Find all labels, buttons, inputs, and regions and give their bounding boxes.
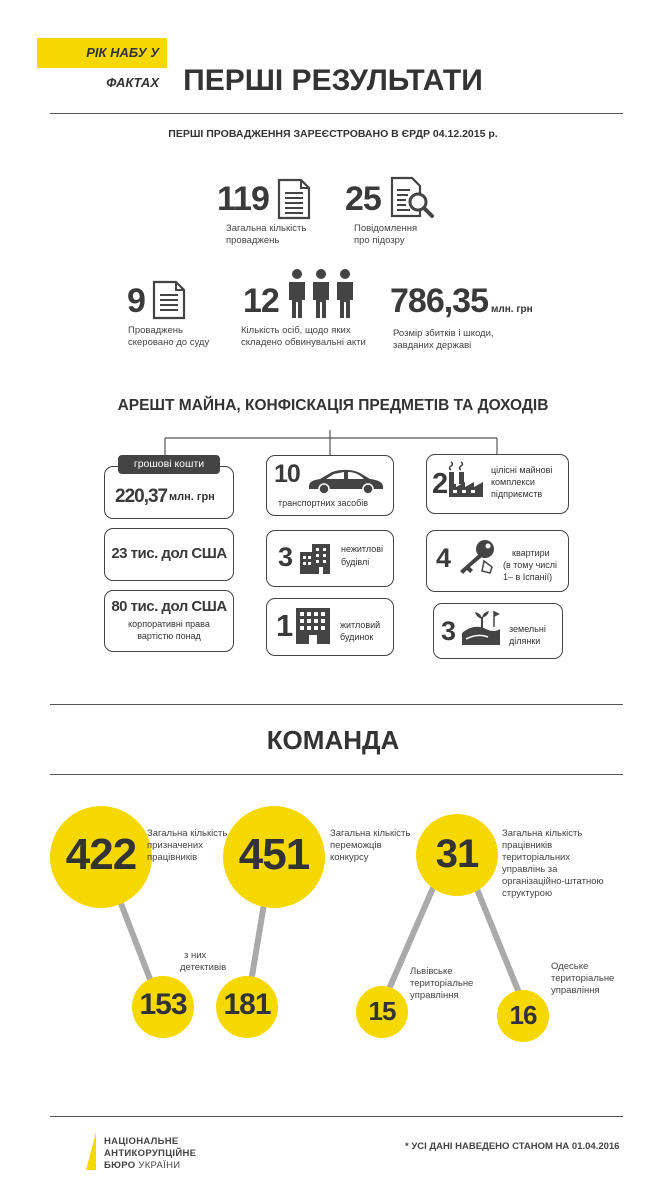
complexes-caption-1: цілісні майнові — [491, 465, 553, 475]
indicted-caption-1: Кількість осіб, щодо яких — [241, 325, 351, 336]
detectives-b-circle: 181 — [216, 976, 278, 1038]
apartments-caption-2: (в тому числі — [503, 560, 558, 570]
factory-icon — [448, 460, 484, 498]
seizure-title: АРЕШТ МАЙНА, КОНФІСКАЦІЯ ПРЕДМЕТІВ ТА ДОХОДІВ — [117, 397, 549, 414]
regional-circle: 31 — [416, 814, 498, 896]
apartments-value: 4 — [436, 543, 451, 573]
vehicles-caption: транспортних засобів — [278, 498, 369, 508]
document-icon — [277, 178, 311, 220]
logo-line-2: АНТИКОРУПЦІЙНЕ — [104, 1148, 197, 1159]
money-tag: грошові кошти — [118, 455, 220, 474]
nonresidential-caption-2: будівлі — [341, 557, 370, 567]
detectives-a-circle: 153 — [132, 976, 194, 1038]
detectives-note-1: з них — [184, 950, 207, 961]
damages-caption-1: Розмір збитків і шкоди, — [393, 328, 494, 339]
odesa-circle: 16 — [497, 990, 549, 1042]
appointed-caption-2: призначених — [147, 840, 203, 851]
detectives-note-2: детективів — [180, 962, 227, 973]
damages-value: 786,35 — [390, 282, 488, 320]
regional-caption-4: управлінь за — [502, 864, 558, 875]
proceedings-caption-2: проваджень — [226, 235, 280, 246]
regional-caption-2: працівників — [502, 840, 553, 851]
winners-caption-3: конкурсу — [330, 852, 369, 863]
to-court-caption-2: скеровано до суду — [128, 337, 210, 348]
odesa-caption-3: управління — [551, 985, 600, 996]
document-icon — [152, 280, 186, 320]
damages-unit: млн. грн — [491, 304, 533, 315]
appointed-circle: 422 — [50, 806, 152, 908]
apartments-caption-3: 1– в Іспанії) — [503, 572, 553, 582]
land-caption-1: земельні — [509, 624, 546, 634]
land-value: 3 — [441, 616, 456, 646]
to-court-caption-1: Проваджень — [128, 325, 183, 336]
regional-caption-3: територіальних — [502, 852, 571, 863]
odesa-caption-1: Одеське — [551, 961, 589, 972]
regional-caption-1: Загальна кількість — [502, 828, 583, 839]
money-2-value: 23 тис. дол США — [111, 545, 227, 562]
proceedings-caption-1: Загальна кількість — [226, 223, 307, 234]
residential-caption-1: житловий — [340, 620, 381, 630]
money-3-caption-2: вартістю понад — [137, 631, 201, 641]
suspicions-caption-1: Повідомлення — [354, 223, 418, 234]
regional-caption-5: організаційно-штатною — [502, 876, 604, 887]
lviv-caption-3: управління — [410, 990, 459, 1001]
indicted-caption-2: складено обвинувальні акти — [241, 337, 366, 348]
money-3-caption-1: корпоративні права — [128, 619, 210, 629]
key-icon — [454, 537, 500, 577]
document-search-icon — [390, 176, 436, 220]
page-title: ПЕРШІ РЕЗУЛЬТАТИ — [183, 64, 483, 97]
apartments-caption-1: квартири — [512, 548, 550, 558]
winners-circle: 451 — [223, 806, 325, 908]
people-icon — [286, 268, 356, 320]
lviv-caption-2: територіальне — [410, 978, 474, 989]
suspicions-caption-2: про підозру — [354, 235, 405, 246]
money-1-value: 220,37 — [115, 486, 168, 507]
nabu-logo-mark — [84, 1132, 98, 1170]
regional-caption-6: структурою — [502, 888, 553, 899]
nonresidential-caption-1: нежитлові — [341, 544, 383, 554]
appointed-caption-1: Загальна кількість — [147, 828, 228, 839]
land-caption-2: ділянки — [509, 636, 541, 646]
residential-value: 1 — [276, 608, 293, 643]
complexes-caption-3: підприємств — [491, 489, 543, 499]
logo-line-1: НАЦІОНАЛЬНЕ — [104, 1136, 179, 1147]
data-date-note: * УСІ ДАНІ НАВЕДЕНО СТАНОМ НА 01.04.2016 — [405, 1141, 620, 1152]
damages-caption-2: завданих державі — [393, 340, 472, 351]
odesa-caption-2: територіальне — [551, 973, 615, 984]
title-divider — [50, 113, 623, 114]
complexes-caption-2: комплекси — [491, 477, 535, 487]
apartment-block-icon — [294, 606, 332, 644]
car-icon — [306, 467, 386, 495]
lviv-circle: 15 — [356, 986, 408, 1038]
team-divider-top — [50, 704, 623, 705]
winners-caption-1: Загальна кількість — [330, 828, 411, 839]
money-1-unit: млн. грн — [169, 491, 215, 503]
building-icon — [298, 542, 332, 574]
proceedings-value: 119 — [217, 180, 269, 218]
footer-divider — [50, 1116, 623, 1117]
team-divider-bottom — [50, 774, 623, 775]
money-3-value: 80 тис. дол США — [111, 598, 227, 615]
land-plot-icon — [460, 607, 502, 647]
indicted-value: 12 — [243, 282, 279, 320]
subtitle: ПЕРШІ ПРОВАДЖЕННЯ ЗАРЕЄСТРОВАНО В ЄРДР 04.12.2015 р. — [168, 128, 498, 140]
winners-caption-2: переможців — [330, 840, 382, 851]
complexes-value: 2 — [432, 468, 448, 500]
logo-line-3: БЮРО УКРАЇНИ — [104, 1160, 181, 1171]
lviv-caption-1: Львівське — [410, 966, 453, 977]
residential-caption-2: будинок — [340, 632, 374, 642]
appointed-caption-3: працівників — [147, 852, 198, 863]
suspicions-value: 25 — [345, 180, 381, 218]
vehicles-value: 10 — [274, 460, 300, 488]
year-banner: РІК НАБУ У ФАКТАХ — [37, 38, 167, 68]
to-court-value: 9 — [127, 282, 145, 320]
nonresidential-value: 3 — [278, 542, 293, 572]
team-title: КОМАНДА — [266, 725, 400, 755]
